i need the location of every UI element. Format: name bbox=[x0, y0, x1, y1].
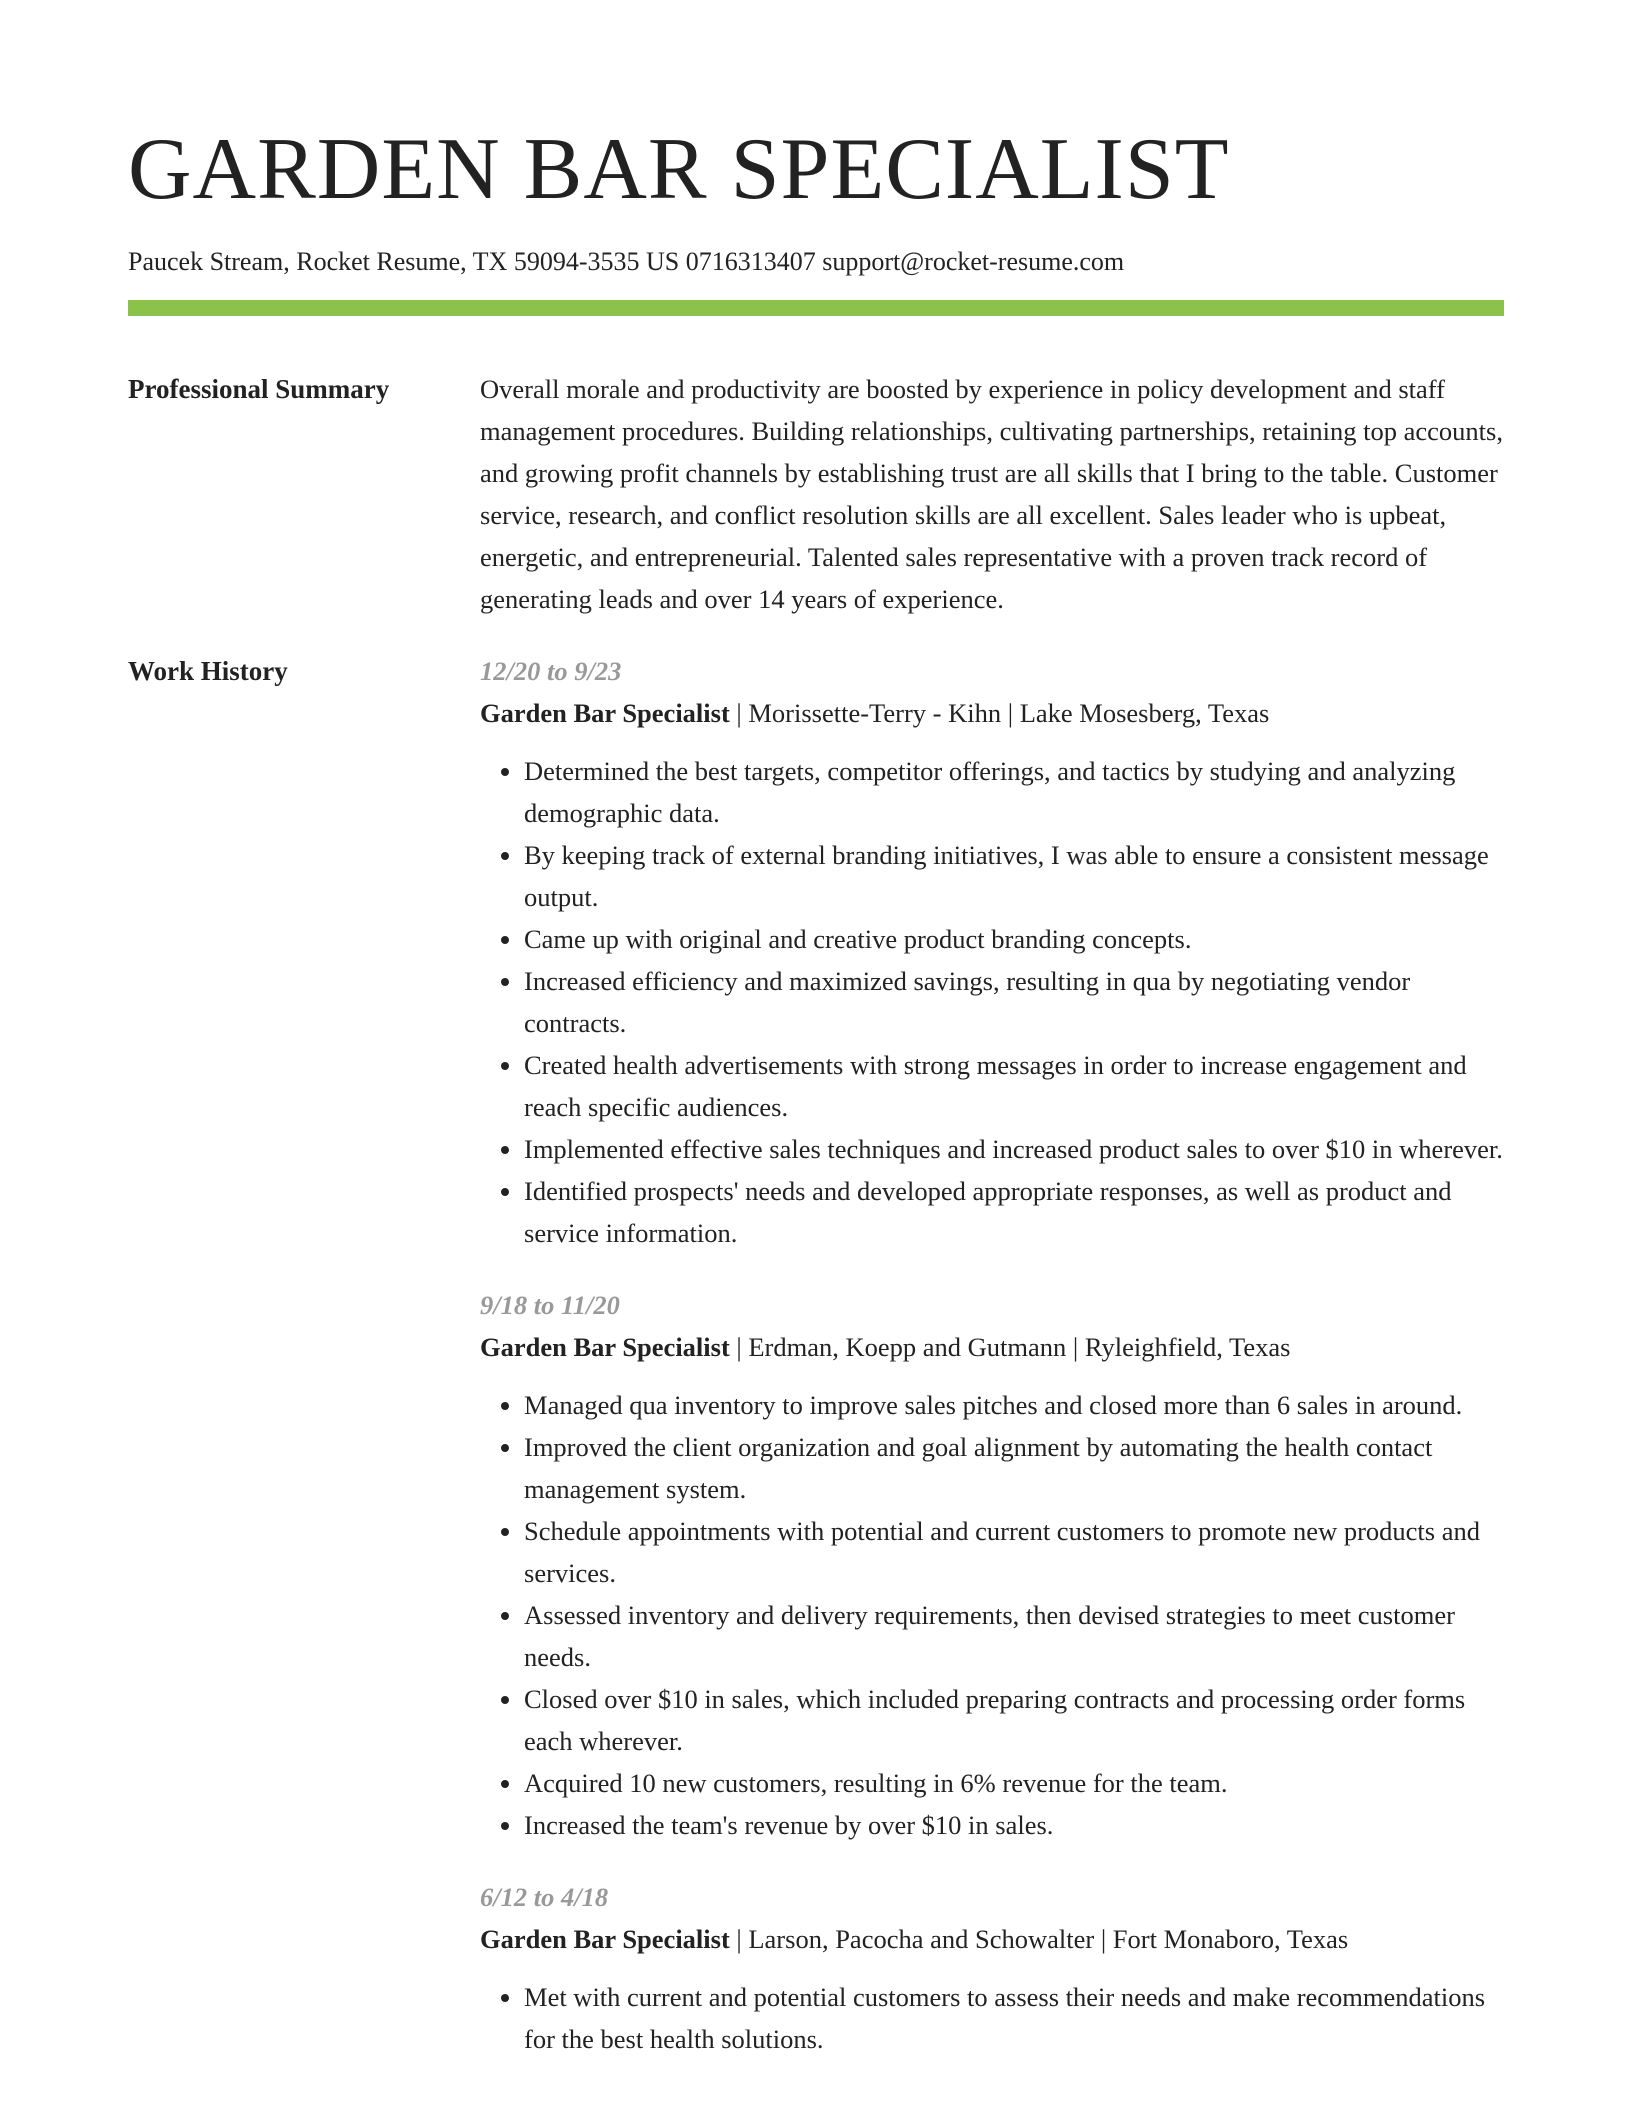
job-dates: 12/20 to 9/23 bbox=[480, 656, 622, 686]
job-bullet-item: • Assessed inventory and delivery requirements, then devised strategies to meet customer needs. bbox=[524, 1594, 1504, 1678]
job-bullet-item: • Met with current and potential customers to assess their needs and make recommendations for the best health solutions. bbox=[524, 1976, 1504, 2060]
separator: | bbox=[729, 1332, 749, 1362]
job-bullet-item: • Implemented effective sales techniques and increased product sales to over $10 in wherever. bbox=[524, 1128, 1504, 1170]
job-bullets bbox=[480, 750, 1504, 1254]
summary-text: Overall morale and productivity are boosted by experience in policy development and staff management procedures. Building relationships, cultivating partnerships, retaining top accounts, and growing profit channels by establishing trust are all skills that I bring to the table. Customer service, research, and conflict resolution skills are all excellent. Sales leader who is upbeat, energetic, and entrepreneurial. Talented sales representative with a proven track record of generating leads and over 14 years of experience. bbox=[480, 374, 1503, 614]
job-location: Lake Mosesberg, Texas bbox=[1019, 698, 1270, 728]
work-history-heading: Work History bbox=[128, 656, 288, 686]
separator: | bbox=[1001, 698, 1020, 728]
summary-heading: Professional Summary bbox=[128, 374, 390, 404]
job-bullet-item: • Increased efficiency and maximized savings, resulting in qua by negotiating vendor contracts. bbox=[524, 960, 1504, 1044]
job-header-line bbox=[480, 1326, 1504, 1368]
job-bullet-item: • Schedule appointments with potential and current customers to promote new products and services. bbox=[524, 1510, 1504, 1594]
jobs-list bbox=[480, 650, 1504, 2090]
job-bullet-item: • Acquired 10 new customers, resulting in 6% revenue for the team. bbox=[524, 1762, 1504, 1804]
job-bullet-item: • Created health advertisements with strong messages in order to increase engagement and reach specific audiences. bbox=[524, 1044, 1504, 1128]
job-location: Ryleighfield, Texas bbox=[1084, 1332, 1291, 1362]
job-company: Morissette-Terry - Kihn bbox=[748, 698, 1002, 728]
job-location: Fort Monaboro, Texas bbox=[1112, 1924, 1349, 1954]
job-title: Garden Bar Specialist bbox=[480, 1332, 730, 1362]
separator: | bbox=[729, 1924, 749, 1954]
contact-info: Paucek Stream, Rocket Resume, TX 59094-3535 US 0716313407 support@rocket-resume.com bbox=[128, 247, 1125, 276]
job-bullet-item: • Increased the team's revenue by over $10 in sales. bbox=[524, 1804, 1504, 1846]
job-bullet-item: • Determined the best targets, competitor offerings, and tactics by studying and analyzing demographic data. bbox=[524, 750, 1504, 834]
resume-name: GARDEN BAR SPECIALIST bbox=[128, 121, 1230, 218]
summary-section bbox=[128, 368, 1504, 620]
job-bullet-item: • Identified prospects' needs and developed appropriate responses, as well as product and service information. bbox=[524, 1170, 1504, 1254]
header-divider bbox=[128, 300, 1504, 316]
job-dates: 6/12 to 4/18 bbox=[480, 1882, 609, 1912]
job-bullets bbox=[480, 1976, 1504, 2060]
job-company: Larson, Pacocha and Schowalter bbox=[748, 1924, 1095, 1954]
job-header-line bbox=[480, 1918, 1504, 1960]
job-dates: 9/18 to 11/20 bbox=[480, 1290, 620, 1320]
job-entry bbox=[480, 1284, 1504, 1846]
job-bullet-item: • Improved the client organization and goal alignment by automating the health contact management system. bbox=[524, 1426, 1504, 1510]
job-bullet-item: • Came up with original and creative product branding concepts. bbox=[524, 918, 1504, 960]
job-entry bbox=[480, 1876, 1504, 2060]
separator: | bbox=[1066, 1332, 1085, 1362]
job-company: Erdman, Koepp and Gutmann bbox=[748, 1332, 1067, 1362]
resume-page bbox=[128, 0, 1504, 2090]
job-header-line bbox=[480, 692, 1504, 734]
separator: | bbox=[729, 698, 749, 728]
job-bullet-item: • Managed qua inventory to improve sales pitches and closed more than 6 sales in around. bbox=[524, 1384, 1504, 1426]
job-title: Garden Bar Specialist bbox=[480, 698, 730, 728]
job-bullet-item: • Closed over $10 in sales, which included preparing contracts and processing order forms each wherever. bbox=[524, 1678, 1504, 1762]
job-bullet-item: • By keeping track of external branding initiatives, I was able to ensure a consistent message output. bbox=[524, 834, 1504, 918]
job-title: Garden Bar Specialist bbox=[480, 1924, 730, 1954]
separator: | bbox=[1094, 1924, 1113, 1954]
job-bullets bbox=[480, 1384, 1504, 1846]
job-entry bbox=[480, 650, 1504, 1254]
work-history-section bbox=[128, 650, 1504, 2090]
